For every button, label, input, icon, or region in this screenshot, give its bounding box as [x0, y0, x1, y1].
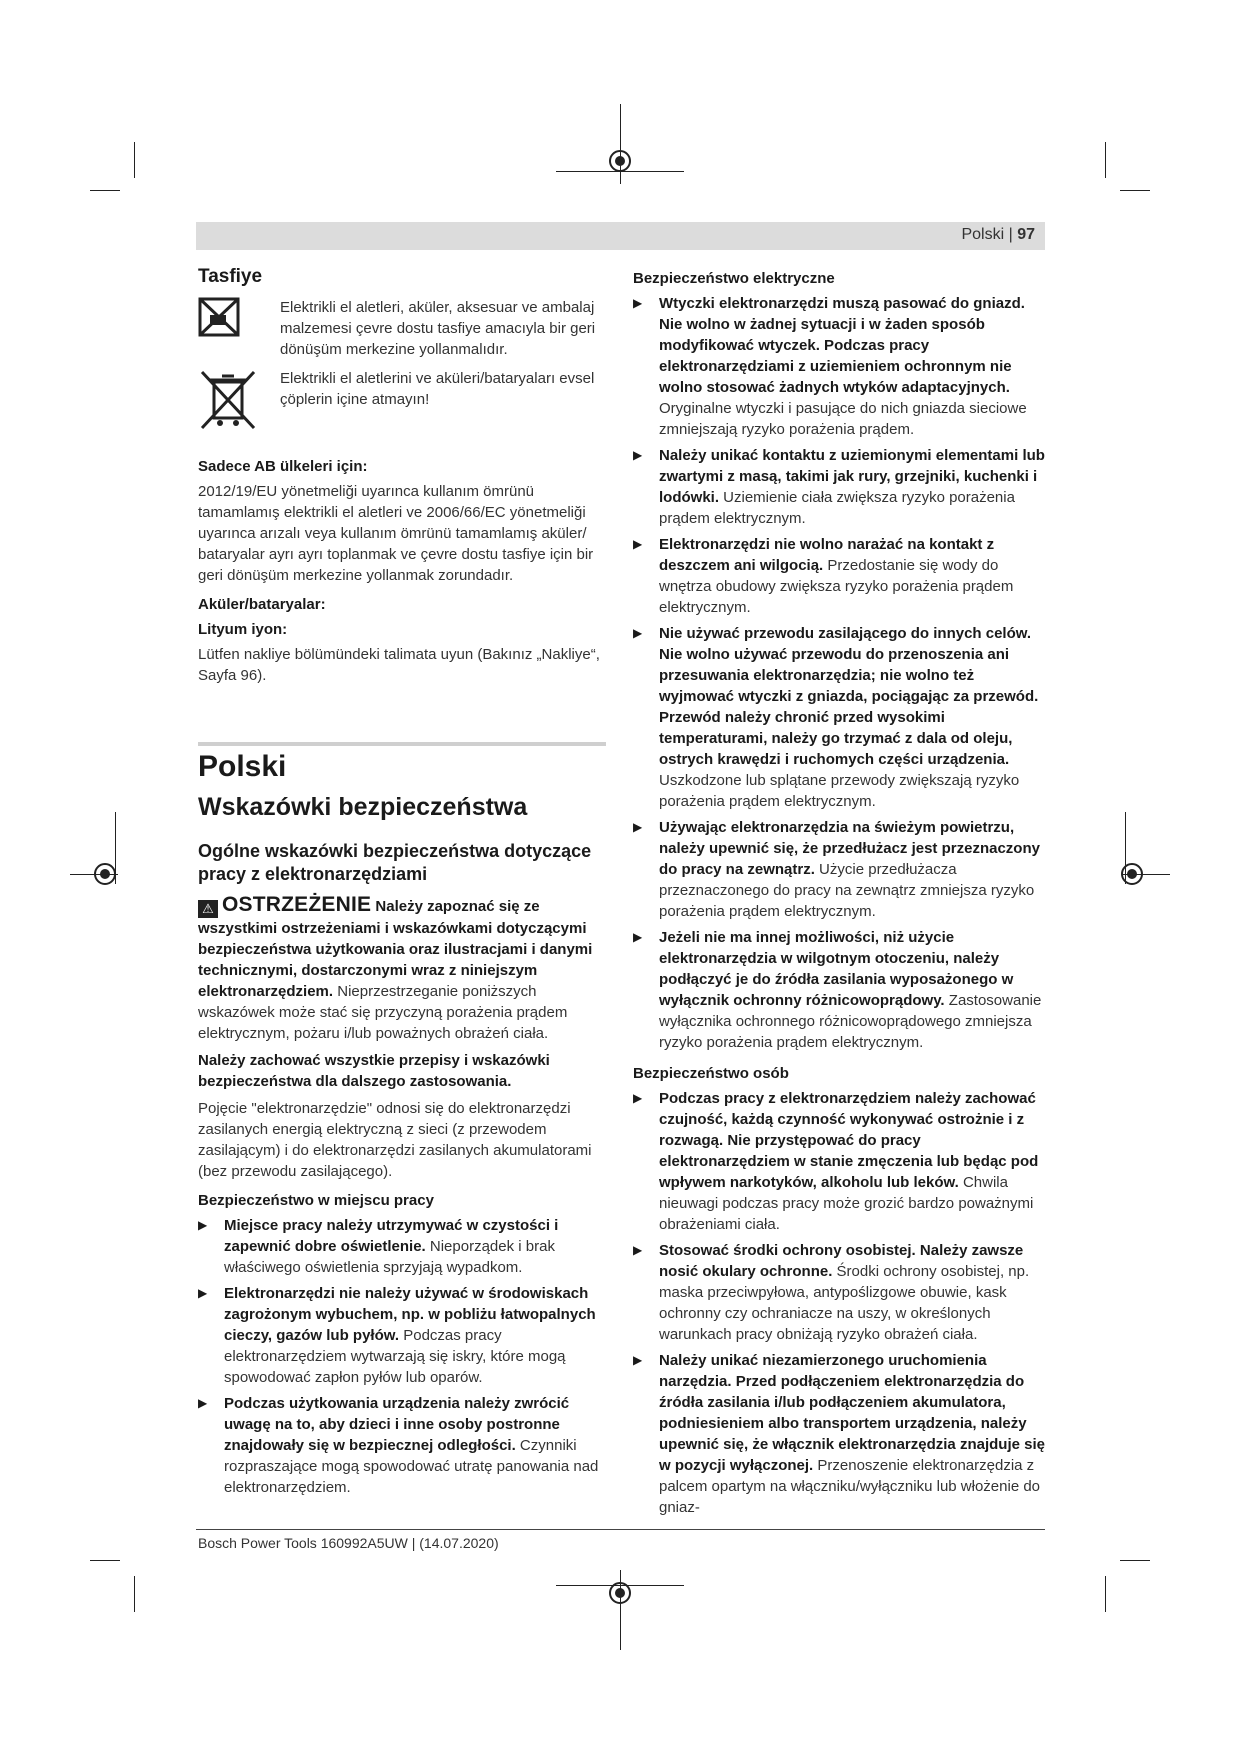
header-text: [961, 226, 1035, 244]
footer-text: Bosch Power Tools 160992A5UW | (14.07.2020): [198, 1535, 499, 1551]
item-bold: Jeżeli nie ma innej możliwości, niż użycie elektronarzędzia w wilgotnym otoczeniu, należy podłączyć je do źródła zasilania wyposażonego w wyłącznik ochronny różnicowoprądowy.: [659, 929, 1014, 1009]
crop-mark: [134, 142, 135, 178]
crop-mark: [1120, 190, 1150, 191]
item-regular: Użycie przedłużacza przeznaczonego do pracy na zewnątrz zmniejsza ryzyko porażenia prądem elektrycznym.: [659, 861, 1035, 920]
list-item: [633, 623, 1045, 812]
registration-mark-icon: [609, 1582, 631, 1604]
item-bold: Należy unikać kontaktu z uziemionymi elementami lub zwartymi z masą, takimi jak rury, grzejniki, kuchenki i lodówki.: [659, 447, 1045, 506]
tasfiye-title: Tasfiye: [198, 266, 263, 287]
ab-text: 2012/19/EU yönetmeliği uyarınca kullanım ömrünü tamamlamış elektrikli el aletleri ve 2006/66/EC yönetmeliği uyarınca arızalı veya kullanım ömrünü tamamlamış aküler/ bataryalar ayrı ayrı toplanmak ve çevre dostu tasfiye için bir geri dönüşüm merkezine yollanmak zorundadır.: [198, 483, 594, 584]
footer-divider: [196, 1529, 1045, 1530]
crop-mark: [1120, 1560, 1150, 1561]
item-regular: Oryginalne wtyczki i pasujące do nich gniazda sieciowe zmniejszają ryzyko porażenia prądem.: [659, 400, 1027, 438]
item-bold: Używając elektronarzędzia na świeżym powietrzu, należy upewnić się, że przedłużacz jest przeznaczony do pracy na zewnątrz.: [659, 819, 1040, 878]
keep-instructions: Należy zachować wszystkie przepisy i wskazówki bezpieczeństwa dla dalszego zastosowania.: [198, 1052, 550, 1090]
warning-triangle-icon: ⚠: [198, 900, 218, 918]
crossed-bin-icon: [198, 368, 264, 438]
list-item: [633, 534, 1045, 618]
tasfiye-text-2: Elektrikli el aletlerini ve aküleri/bataryaları evsel çöplerin içine atmayın!: [280, 370, 595, 408]
item-regular: Czynniki rozpraszające mogą spowodować utratę panowania nad elektronarzędziem.: [224, 1437, 599, 1496]
right-column: [633, 268, 1045, 1523]
crop-mark: [90, 190, 120, 191]
list-item: [633, 293, 1045, 440]
crop-mark: [1105, 1576, 1106, 1612]
item-regular: Chwila nieuwagi podczas pracy może grozić bardzo poważnymi obrażeniami ciała.: [659, 1174, 1034, 1233]
list-item: [633, 1350, 1045, 1518]
warning-paragraph: [198, 894, 606, 1044]
ab-title: Sadece AB ülkeleri için:: [198, 458, 368, 475]
crop-mark: [1105, 142, 1106, 178]
item-bold: Stosować środki ochrony osobistej. Należy zawsze nosić okulary ochronne.: [659, 1242, 1024, 1280]
warning-regular-text: Nieprzestrzeganie poniższych wskazówek może stać się przyczyną porażenia prądem elektrycznym, pożaru i/lub poważnych obrażeń ciała.: [198, 983, 568, 1042]
lityum-text: Lütfen nakliye bölümündeki talimata uyun (Bakınız „Nakliye“, Sayfa 96).: [198, 646, 600, 684]
language-title: Polski: [198, 750, 287, 783]
lityum-title: Lityum iyon:: [198, 621, 288, 638]
item-bold: Należy unikać niezamierzonego uruchomienia narzędzia. Przed podłączeniem elektronarzędzia do źródła zasilania i/lub podłączeniem akumulatora, podniesieniem albo transportem urządzenia, należy upewnić się, że włącznik elektronarzędzia znajduje się w pozycji wyłączonej.: [659, 1352, 1045, 1474]
electric-safety-title: Bezpieczeństwo elektryczne: [633, 270, 835, 287]
registration-mark-icon: [94, 863, 116, 885]
crop-mark: [90, 1560, 120, 1561]
left-column: [198, 266, 606, 1503]
workplace-title: Bezpieczeństwo w miejscu pracy: [198, 1192, 434, 1209]
section-divider: [198, 742, 606, 746]
crop-mark: [134, 1576, 135, 1612]
item-regular: Środki ochrony osobistej, np. maska przeciwpyłowa, antypoślizgowe obuwie, kask ochronny czy ochraniacze na uszy, w określonych warunkach pracy obniżają ryzyko obrażeń ciała.: [659, 1263, 1030, 1343]
item-bold: Podczas pracy z elektronarzędziem należy zachować czujność, każdą czynność wykonywać ostrożnie i z rozwagą. Nie przystępować do pracy elektronarzędziem w stanie zmęczenia lub będąc pod wpływem narkotyków, alkoholu lub leków.: [659, 1090, 1039, 1191]
item-bold: Elektronarzędzi nie należy używać w środowiskach zagrożonym wybuchem, np. w pobliżu łatwopalnych cieczy, gazów lub pyłów.: [224, 1285, 596, 1344]
general-safety-title: Ogólne wskazówki bezpieczeństwa dotyczące pracy z elektronarzędziami: [198, 841, 592, 884]
registration-mark-icon: [609, 150, 631, 172]
definition-text: Pojęcie "elektronarzędzie" odnosi się do elektronarzędzi zasilanych energią elektryczną z sieci (z przewodem zasilającym) i do elektronarzędzi zasilanych akumulatorami (bez przewodu zasilającego).: [198, 1100, 592, 1180]
page-number: 97: [1017, 226, 1035, 243]
list-item: [633, 445, 1045, 529]
list-item: [633, 927, 1045, 1053]
item-regular: Nieporządek i brak właściwego oświetlenia sprzyjają wypadkom.: [224, 1238, 555, 1276]
warning-label: OSTRZEŻENIE: [222, 893, 372, 916]
list-item: [633, 817, 1045, 922]
item-bold: Podczas użytkowania urządzenia należy zwrócić uwagę na to, aby dzieci i inne osoby postronne znajdowały się w bezpiecznej odległości.: [224, 1395, 570, 1454]
item-bold: Nie używać przewodu zasilającego do innych celów. Nie wolno używać przewodu do przenoszenia ani przesuwania elektronarzędzia; nie wolno też wyjmować wtyczki z gniazda, pociągając za przewód. Przewód należy chronić przed wysokimi temperaturami, należy go trzymać z dala od oleju, ostrych krawędzi i ruchomych części urządzenia.: [659, 625, 1039, 768]
header-section: Polski: [961, 226, 1005, 243]
warning-bold-text: Należy zapoznać się ze wszystkimi ostrzeżeniami i wskazówkami dotyczącymi bezpieczeństwa użytkowania oraz ilustracjami i danymi technicznymi, dostarczonymi wraz z niniejszym elektronarzędziem.: [198, 898, 593, 1000]
item-bold: Wtyczki elektronarzędzi muszą pasować do gniazd. Nie wolno w żadnej sytuacji i w żaden sposób modyfikować wtyczek. Podczas pracy elektronarzędziami z uziemieniem ochronnym nie wolno stosować żadnych wtyków adaptacyjnych.: [659, 295, 1025, 396]
item-regular: Zastosowanie wyłącznika ochronnego różnicowoprądowego zmniejsza ryzyko porażenia prądem elektrycznym.: [659, 992, 1042, 1051]
item-regular: Uziemienie ciała zwiększa ryzyko porażenia prądem elektrycznym.: [659, 489, 1015, 527]
akuler-title: Aküler/bataryalar:: [198, 596, 326, 613]
list-item: [198, 1393, 606, 1498]
persons-safety-title: Bezpieczeństwo osób: [633, 1065, 789, 1082]
item-regular: Uszkodzone lub splątane przewody zwiększają ryzyko porażenia prądem elektrycznym.: [659, 772, 1020, 810]
item-bold: Miejsce pracy należy utrzymywać w czystości i zapewnić dobre oświetlenie.: [224, 1217, 559, 1255]
registration-mark-icon: [1121, 863, 1143, 885]
crop-mark: [620, 104, 621, 184]
disposal-bin: [198, 368, 606, 438]
list-item: [633, 1088, 1045, 1235]
disposal-recycle: [198, 297, 606, 360]
item-regular: Przedostanie się wody do wnętrza obudowy zwiększa ryzyko porażenia prądem elektrycznym.: [659, 557, 1014, 616]
item-regular: Podczas pracy elektronarzędziem wytwarzają się iskry, które mogą spowodować zapłon pyłów lub oparów.: [224, 1327, 566, 1386]
list-item: [633, 1240, 1045, 1345]
list-item: [198, 1215, 606, 1278]
item-bold: Elektronarzędzi nie wolno narażać na kontakt z deszczem ani wilgocią.: [659, 536, 995, 574]
item-regular: Przenoszenie elektronarzędzia z palcem opartym na włączniku/wyłączniku lub włożenie do gniaz-: [659, 1457, 1041, 1516]
header-separator: |: [1008, 226, 1013, 243]
page-header: [196, 222, 1045, 250]
recycle-disposal-icon: [198, 297, 264, 347]
list-item: [198, 1283, 606, 1388]
tasfiye-text-1: Elektrikli el aletleri, aküler, aksesuar ve ambalaj malzemesi çevre dostu tasfiye amacıyla bir geri dönüşüm merkezine yollanmalıdır.: [280, 299, 596, 358]
safety-title: Wskazówki bezpieczeństwa: [198, 793, 528, 821]
